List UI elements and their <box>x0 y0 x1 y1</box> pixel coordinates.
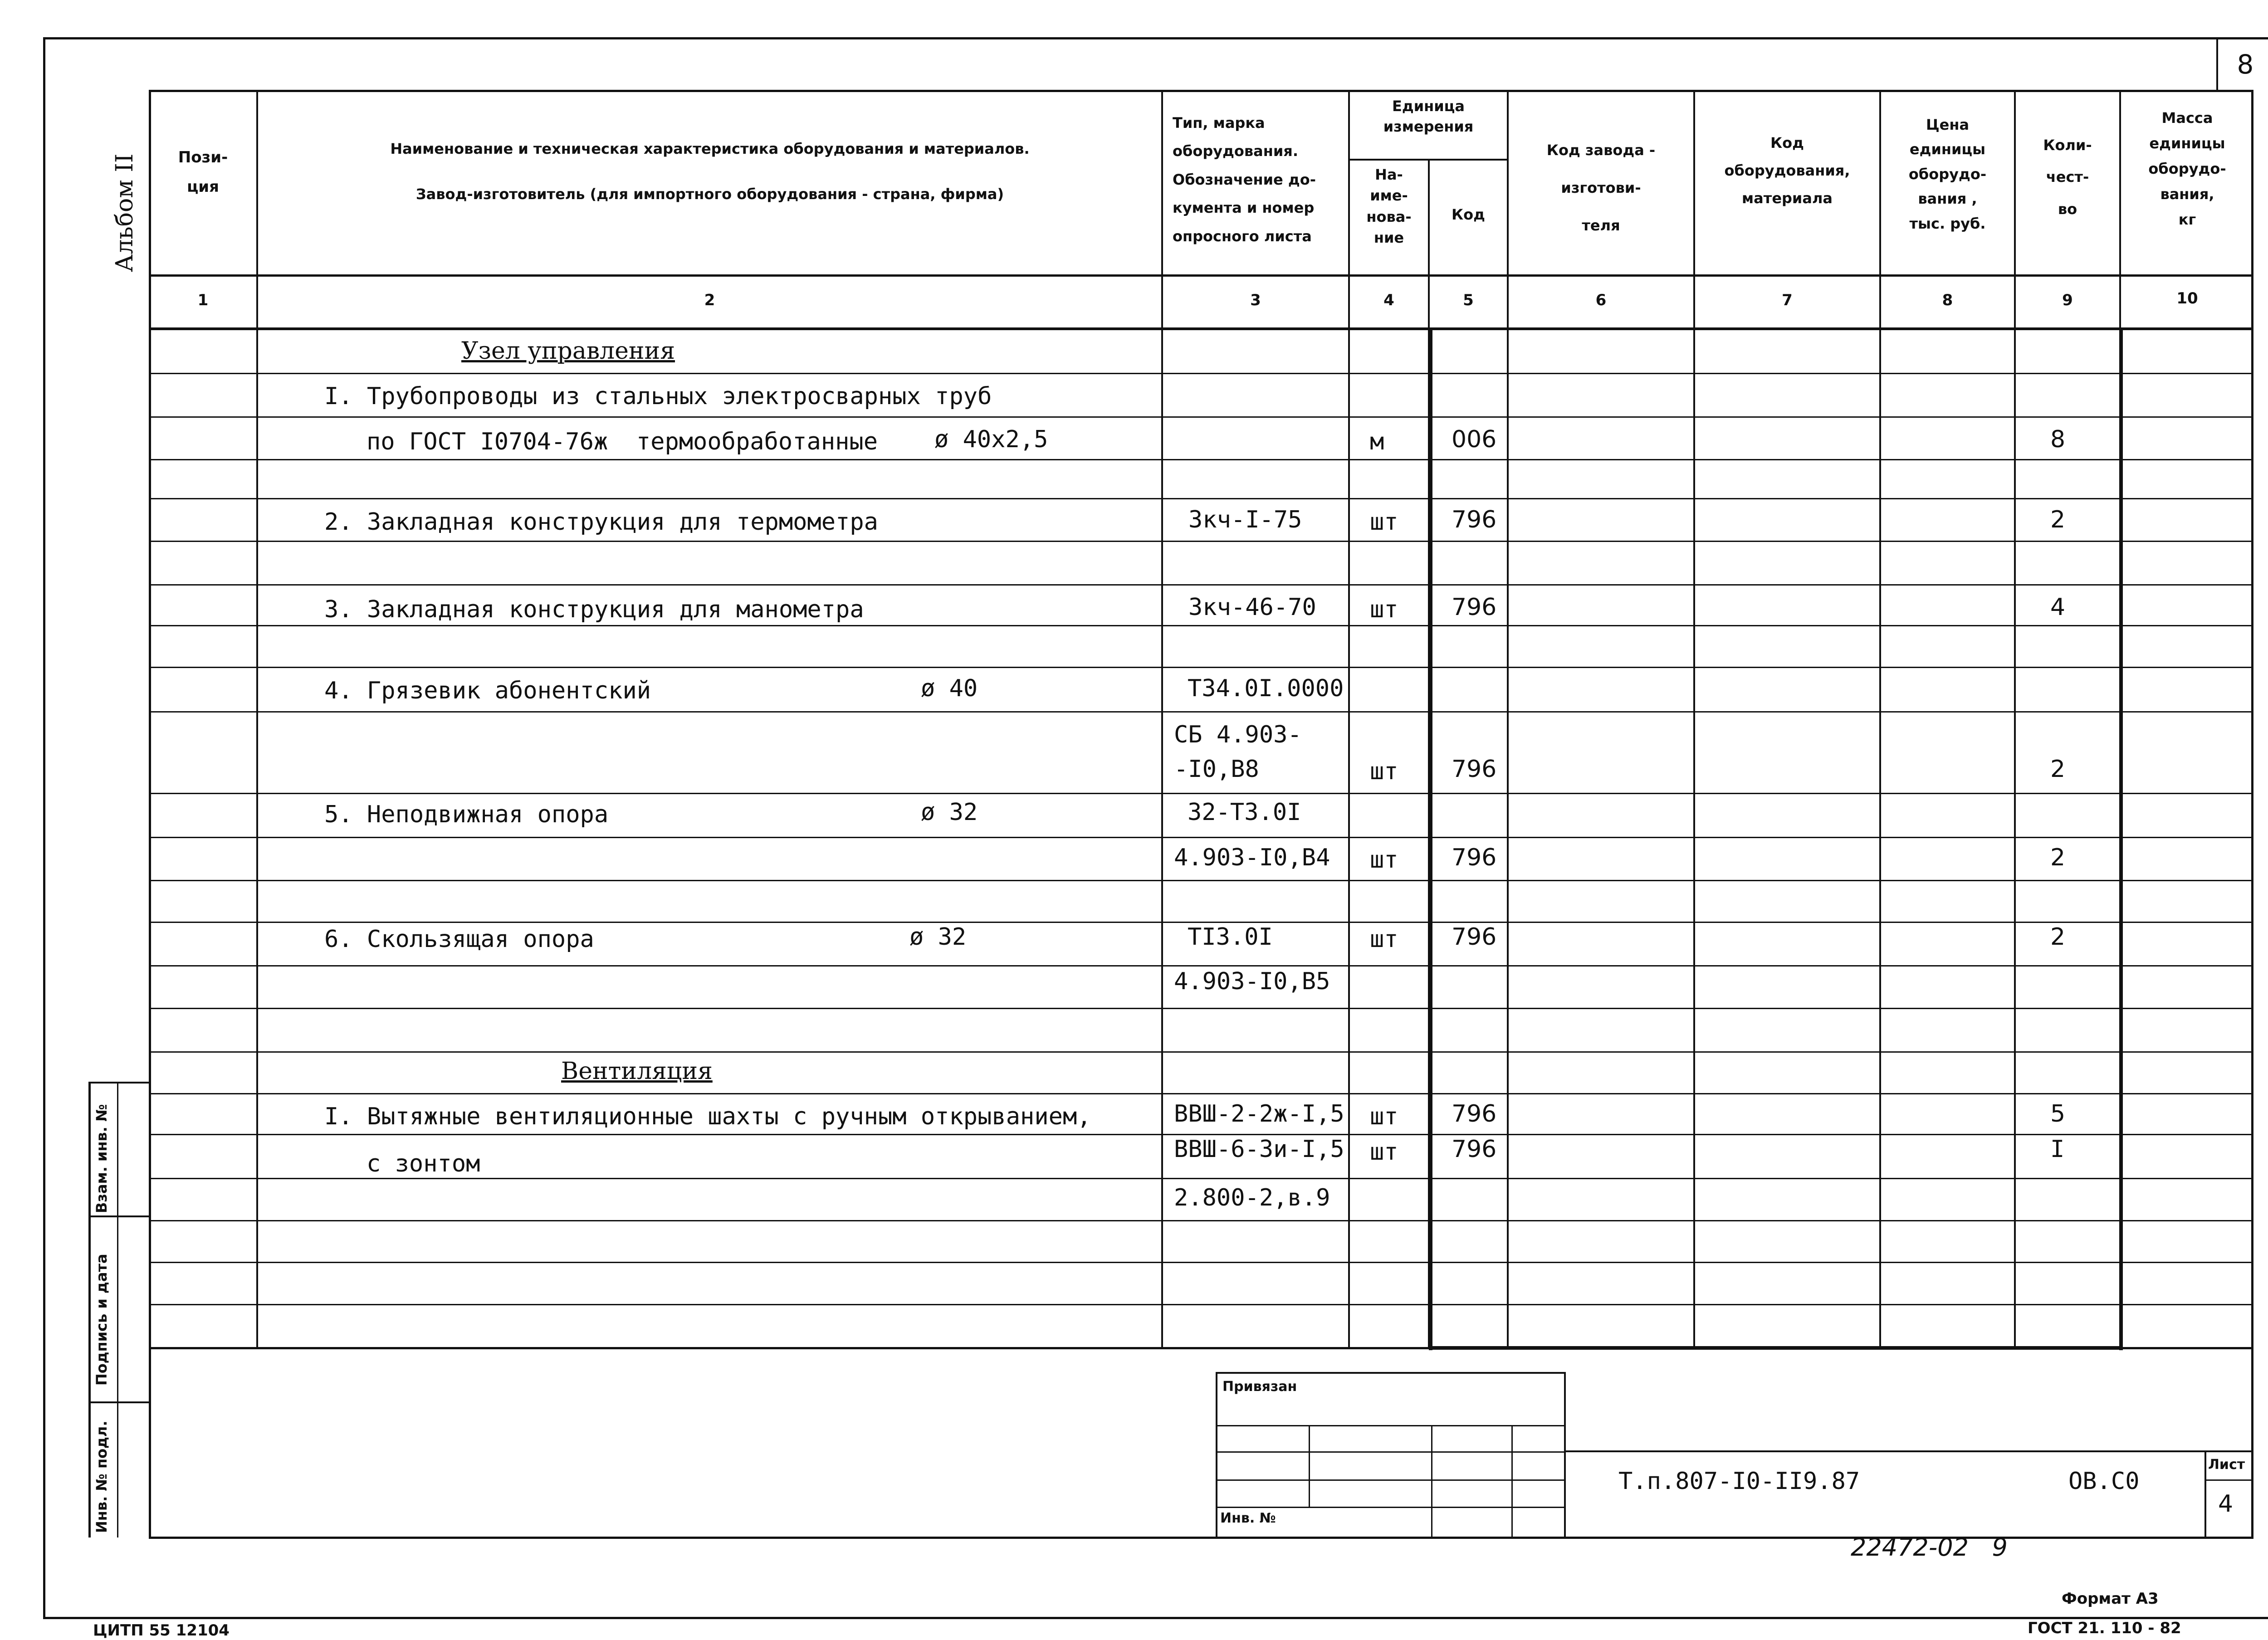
col-num-4: 4 <box>1383 291 1394 309</box>
item-3-code: 796 <box>1452 594 1497 621</box>
col-num-2: 2 <box>704 291 715 309</box>
item-6-code: 796 <box>1452 923 1497 951</box>
side-stamp-original: Инв. № подл. <box>93 1420 110 1533</box>
item-2-name: 2. Закладная конструкция для термометра <box>324 508 878 536</box>
item-1-code: 006 <box>1452 426 1497 453</box>
col-num-6: 6 <box>1595 291 1607 309</box>
stamp-linked: Привязан <box>1222 1379 1297 1395</box>
item-6-name: 6. Скользящая опора <box>324 926 594 953</box>
item-3-type: 3кч-46-70 <box>1188 594 1316 621</box>
stamp-mark: ОВ.С0 <box>2068 1468 2140 1495</box>
header-factory-code: Код завода - изготови- теля <box>1546 142 1656 234</box>
item-3-name: 3. Закладная конструкция для манометра <box>324 596 864 623</box>
header-position: Пози- ция <box>178 148 228 196</box>
header-name-line2: Завод-изготовитель (для импортного оборудования - страна, фирма) <box>415 185 1004 203</box>
item-5-code: 796 <box>1452 844 1497 871</box>
vent-1-type: ВВШ-2-2ж-I,5 <box>1174 1100 1344 1128</box>
item-4-type: Т34.0I.0000 <box>1188 675 1344 702</box>
item-4-type-3: -I0,В8 <box>1174 756 1259 783</box>
item-4-dia: ø 40 <box>921 675 978 702</box>
header-unit-group: Единица измерения <box>1383 98 1474 135</box>
item-6-type-2: 4.903-I0,В5 <box>1174 968 1330 995</box>
item-1-name: I. Трубопроводы из стальных электросварных труб <box>324 383 992 410</box>
stamp-sheet-number: 4 <box>2218 1490 2234 1518</box>
vent-2-type: ВВШ-6-3и-I,5 <box>1174 1136 1344 1163</box>
item-2-qty: 2 <box>2050 506 2066 533</box>
item-5-qty: 2 <box>2050 844 2066 871</box>
corner-page-number: 8 <box>2237 49 2254 80</box>
item-3-unit: шт <box>1370 596 1398 623</box>
vent-2-qty: I <box>2050 1136 2065 1163</box>
section-title-ventilation: Вентиляция <box>561 1058 713 1085</box>
handwritten-number: 22472-02 9 <box>1851 1533 2008 1562</box>
col-num-9: 9 <box>2062 291 2073 309</box>
item-2-unit: шт <box>1370 508 1398 536</box>
item-6-unit: шт <box>1370 926 1398 953</box>
vent-doc: 2.800-2,в.9 <box>1174 1184 1330 1211</box>
item-5-unit: шт <box>1370 846 1398 874</box>
vent-1-qty: 5 <box>2050 1100 2066 1128</box>
item-4-name: 4. Грязевик абонентский <box>324 677 651 704</box>
item-1-unit: м <box>1370 428 1384 455</box>
format-label: Формат А3 <box>2062 1590 2159 1608</box>
header-price: Цена единицы оборудо- вания , тыс. руб. <box>1908 116 1987 232</box>
header-unit: Код <box>1452 206 1485 223</box>
item-1-qty: 8 <box>2050 426 2066 453</box>
album-label: Альбом II <box>111 153 138 272</box>
stamp-sheet-label: Лист <box>2208 1457 2245 1473</box>
item-6-type: ТI3.0I <box>1188 923 1273 951</box>
item-5-name: 5. Неподвижная опора <box>324 801 609 828</box>
col-num-10: 10 <box>2176 289 2198 308</box>
item-6-qty: 2 <box>2050 923 2066 951</box>
item-1-name-cont: по ГОСТ I0704-76ж термообработанные <box>367 428 878 455</box>
vent-1-name-cont: с зонтом <box>367 1150 480 1177</box>
col-num-1: 1 <box>197 291 209 309</box>
item-3-qty: 4 <box>2050 594 2066 621</box>
stamp-doc-code: Т.п.807-I0-II9.87 <box>1618 1468 1860 1495</box>
col-num-5: 5 <box>1463 291 1474 309</box>
section-title-control-unit: Узел управления <box>461 337 675 365</box>
header-quantity: Коли- чест- во <box>2043 137 2092 218</box>
gost-label: ГОСТ 21. 110 - 82 <box>2028 1619 2181 1637</box>
header-type: Тип, марка оборудования. Обозначение до- кумента и номер опросного листа <box>1173 114 1316 245</box>
header-equipment-code: Код оборудования, материала <box>1724 134 1850 207</box>
item-1-dia: ø 40x2,5 <box>934 426 1048 453</box>
item-5-type-2: 4.903-I0,В4 <box>1174 844 1330 871</box>
cipher-label: ЦИТП 55 12104 <box>93 1621 230 1640</box>
item-4-code: 796 <box>1452 756 1497 783</box>
stamp-inv-number: Инв. № <box>1220 1510 1276 1526</box>
item-2-type: 3кч-I-75 <box>1188 506 1302 533</box>
col-num-8: 8 <box>1942 291 1953 309</box>
item-5-dia: ø 32 <box>921 799 978 826</box>
item-4-type-2: СБ 4.903- <box>1174 721 1302 748</box>
vent-2-unit: шт <box>1370 1138 1398 1166</box>
vent-1-name: I. Вытяжные вентиляционные шахты с ручным открыванием, <box>324 1103 1091 1130</box>
item-4-qty: 2 <box>2050 756 2066 783</box>
side-stamp-replacement: Взам. инв. № <box>93 1104 110 1213</box>
vent-2-code: 796 <box>1452 1136 1497 1163</box>
side-stamp-signature: Подпись и дата <box>93 1254 110 1386</box>
vent-1-unit: шт <box>1370 1103 1398 1130</box>
item-4-unit: шт <box>1370 758 1398 785</box>
header-name-line1: Наименование и техническая характеристика оборудования и материалов. <box>390 140 1030 157</box>
col-num-3: 3 <box>1250 291 1261 309</box>
item-5-type: 32-Т3.0I <box>1188 799 1301 826</box>
vent-1-code: 796 <box>1452 1100 1497 1128</box>
header-unit-name: На- име- нова- ние <box>1366 166 1412 247</box>
item-2-code: 796 <box>1452 506 1497 533</box>
col-num-7: 7 <box>1782 291 1793 309</box>
item-6-dia: ø 32 <box>909 923 967 951</box>
header-mass: Масса единицы оборудо- вания, кг <box>2148 109 2226 228</box>
